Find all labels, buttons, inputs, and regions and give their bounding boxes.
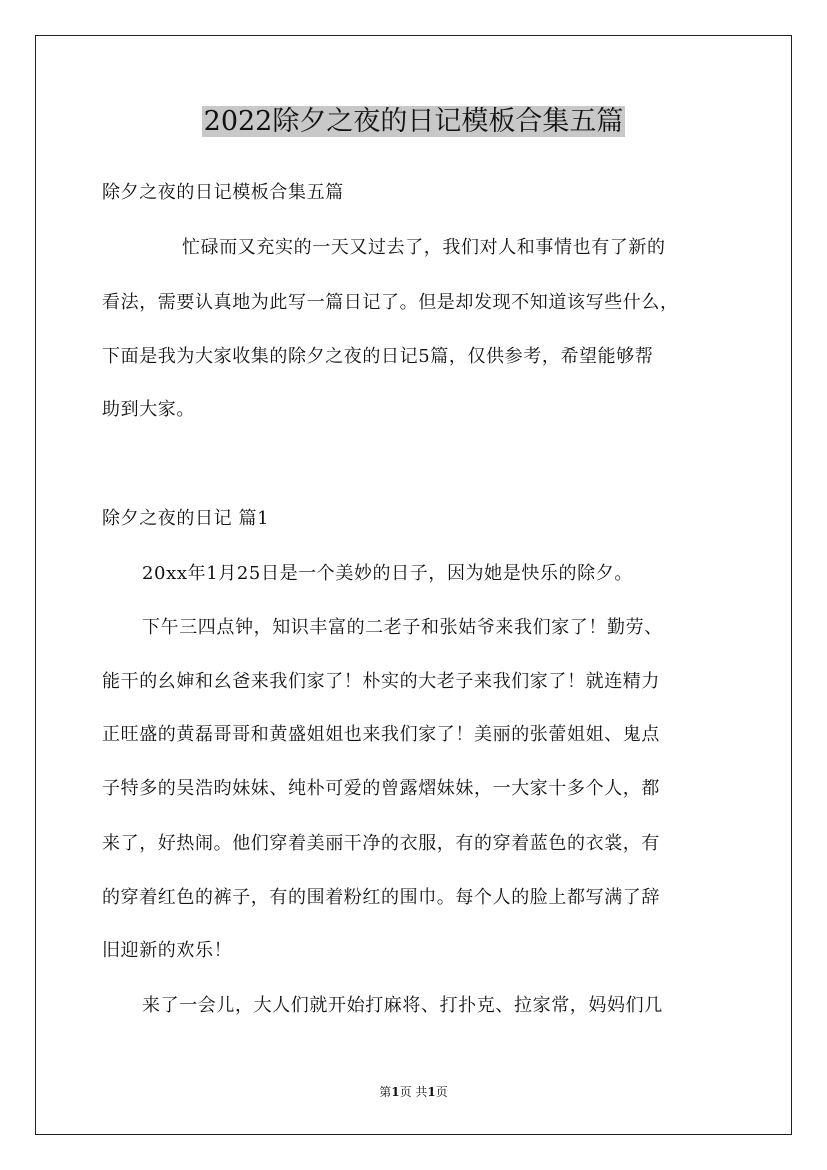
page-total: 1 [427,1085,436,1099]
page-mid: 页 共 [399,1085,428,1099]
paragraph-2-line: 来了，好热闹。他们穿着美丽干净的衣服，有的穿着蓝色的衣裳，有 [102,833,660,854]
subtitle: 除夕之夜的日记模板合集五篇 [102,182,344,203]
intro-line: 看法，需要认真地为此写一篇日记了。但是却发现不知道该写些什么， [102,292,679,313]
page-prefix: 第 [379,1085,392,1099]
paragraph-3: 来了一会儿，大人们就开始打麻将、打扑克、拉家常，妈妈们几 [142,995,663,1016]
page-number: 1 [391,1085,400,1099]
paragraph-2-line: 的穿着红色的裤子，有的围着粉红的围巾。每个人的脸上都写满了辞 [102,887,660,908]
paragraph-1: 20xx年1月25日是一个美妙的日子，因为她是快乐的除夕。 [142,563,633,584]
paragraph-2-line: 正旺盛的黄磊哥哥和黄盛姐姐也来我们家了！美丽的张蕾姐姐、鬼点 [102,724,660,745]
intro-line: 忙碌而又充实的一天又过去了，我们对人和事情也有了新的 [182,237,666,258]
intro-line: 下面是我为大家收集的除夕之夜的日记5篇，仅供参考，希望能够帮 [102,346,654,367]
paragraph-2-line: 子特多的吴浩昀妹妹、纯朴可爱的曾露熠妹妹，一大家十多个人，都 [102,778,660,799]
paragraph-2-line: 能干的幺婶和幺爸来我们家了！朴实的大老子来我们家了！就连精力 [102,671,660,692]
section-heading: 除夕之夜的日记 篇1 [102,508,270,529]
page-footer [0,1083,827,1100]
document-title: 2022除夕之夜的日记模板合集五篇 [203,106,624,137]
paragraph-2-line: 下午三四点钟，知识丰富的二老子和张姑爷来我们家了！勤劳、 [142,617,663,638]
intro-line: 助到大家。 [102,399,195,420]
page-suffix: 页 [435,1085,448,1099]
paragraph-2-line: 旧迎新的欢乐！ [102,940,233,961]
